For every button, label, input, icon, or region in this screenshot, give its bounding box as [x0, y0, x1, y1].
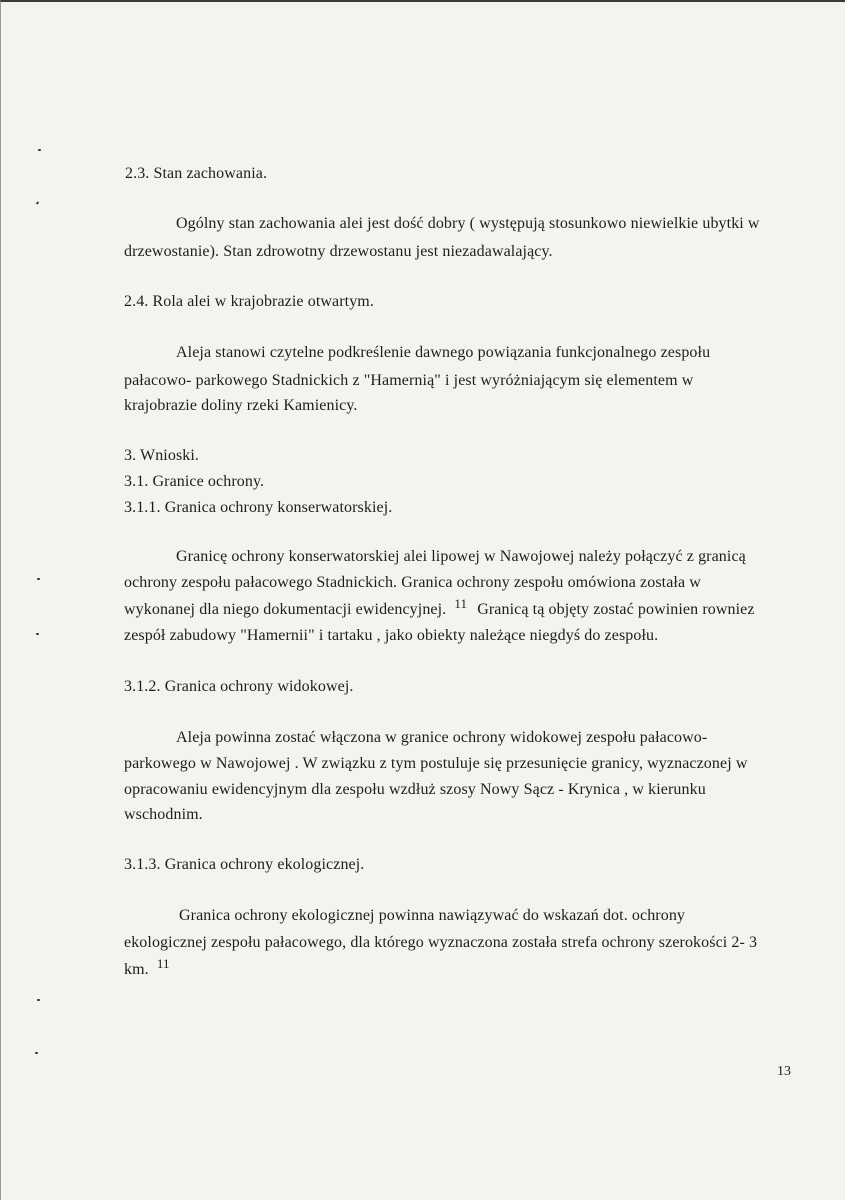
paragraph-line: krajobrazie doliny rzeki Kamienicy.	[124, 397, 358, 414]
paragraph-text: km.	[124, 961, 149, 978]
section-heading: 2.3. Stan zachowania.	[125, 165, 268, 182]
section-heading: 2.4. Rola alei w krajobrazie otwartym.	[124, 293, 374, 310]
paragraph-line: drzewostanie). Stan zdrowotny drzewostanu jest niezadawalający.	[124, 243, 553, 260]
page-number: 13	[777, 1064, 791, 1079]
paragraph-text: wykonanej dla niego dokumentacji ewidencyjnej.	[124, 601, 447, 618]
paragraph-line: parkowego w Nawojowej . W związku z tym postuluje się przesunięcie granicy, wyznaczonej w	[124, 755, 748, 772]
paragraph-line: Aleja stanowi czytelne podkreślenie dawnego powiązania funkcjonalnego zespołu	[176, 344, 711, 361]
paragraph-line	[124, 956, 170, 980]
scan-speck	[35, 1052, 38, 1054]
section-heading: 3.1.2. Granica ochrony widokowej.	[124, 678, 354, 695]
scan-speck	[37, 578, 40, 580]
paragraph-line: opracowaniu ewidencyjnym dla zespołu wzdłuż szosy Nowy Sącz - Krynica , w kierunku	[124, 781, 706, 798]
scan-speck	[38, 149, 41, 151]
section-heading: 3. Wnioski.	[124, 447, 200, 464]
paragraph-line: wschodnim.	[124, 806, 203, 823]
paragraph-text: Granicą tą objęty zostać powinien rowniez	[477, 601, 755, 618]
paragraph-line: pałacowo- parkowego Stadnickich z "Hamernią" i jest wyróżniającym się elementem w	[124, 372, 694, 389]
paragraph-line: Granicę ochrony konserwatorskiej alei lipowej w Nawojowej należy połączyć z granicą	[176, 548, 746, 565]
scan-speck	[36, 201, 39, 205]
section-heading: 3.1.1. Granica ochrony konserwatorskiej.	[124, 499, 393, 516]
paragraph-line: Ogólny stan zachowania alei jest dość dobry ( występują stosunkowo niewielkie ubytki w	[176, 215, 760, 232]
scan-speck	[37, 999, 40, 1001]
paragraph-line: Granica ochrony ekologicznej powinna nawiązywać do wskazań dot. ochrony	[179, 907, 686, 924]
paragraph-line: ekologicznej zespołu pałacowego, dla którego wyznaczona została strefa ochrony szerokości 2- 3	[124, 934, 758, 951]
section-heading: 3.1.3. Granica ochrony ekologicznej.	[124, 856, 365, 873]
paragraph-line: zespół zabudowy "Hamernii" i tartaku , jako obiekty należące niegdyś do zespołu.	[124, 627, 659, 644]
paragraph-line	[124, 596, 755, 620]
footnote-reference: 11	[156, 956, 170, 971]
paragraph-line: Aleja powinna zostać włączona w granice ochrony widokowej zespołu pałacowo-	[176, 729, 708, 746]
scan-speck	[36, 633, 39, 635]
footnote-reference: 11	[454, 596, 468, 611]
section-heading: 3.1. Granice ochrony.	[124, 473, 265, 490]
paragraph-line: ochrony zespołu pałacowego Stadnickich. Granica ochrony zespołu omówiona została w	[124, 574, 701, 591]
